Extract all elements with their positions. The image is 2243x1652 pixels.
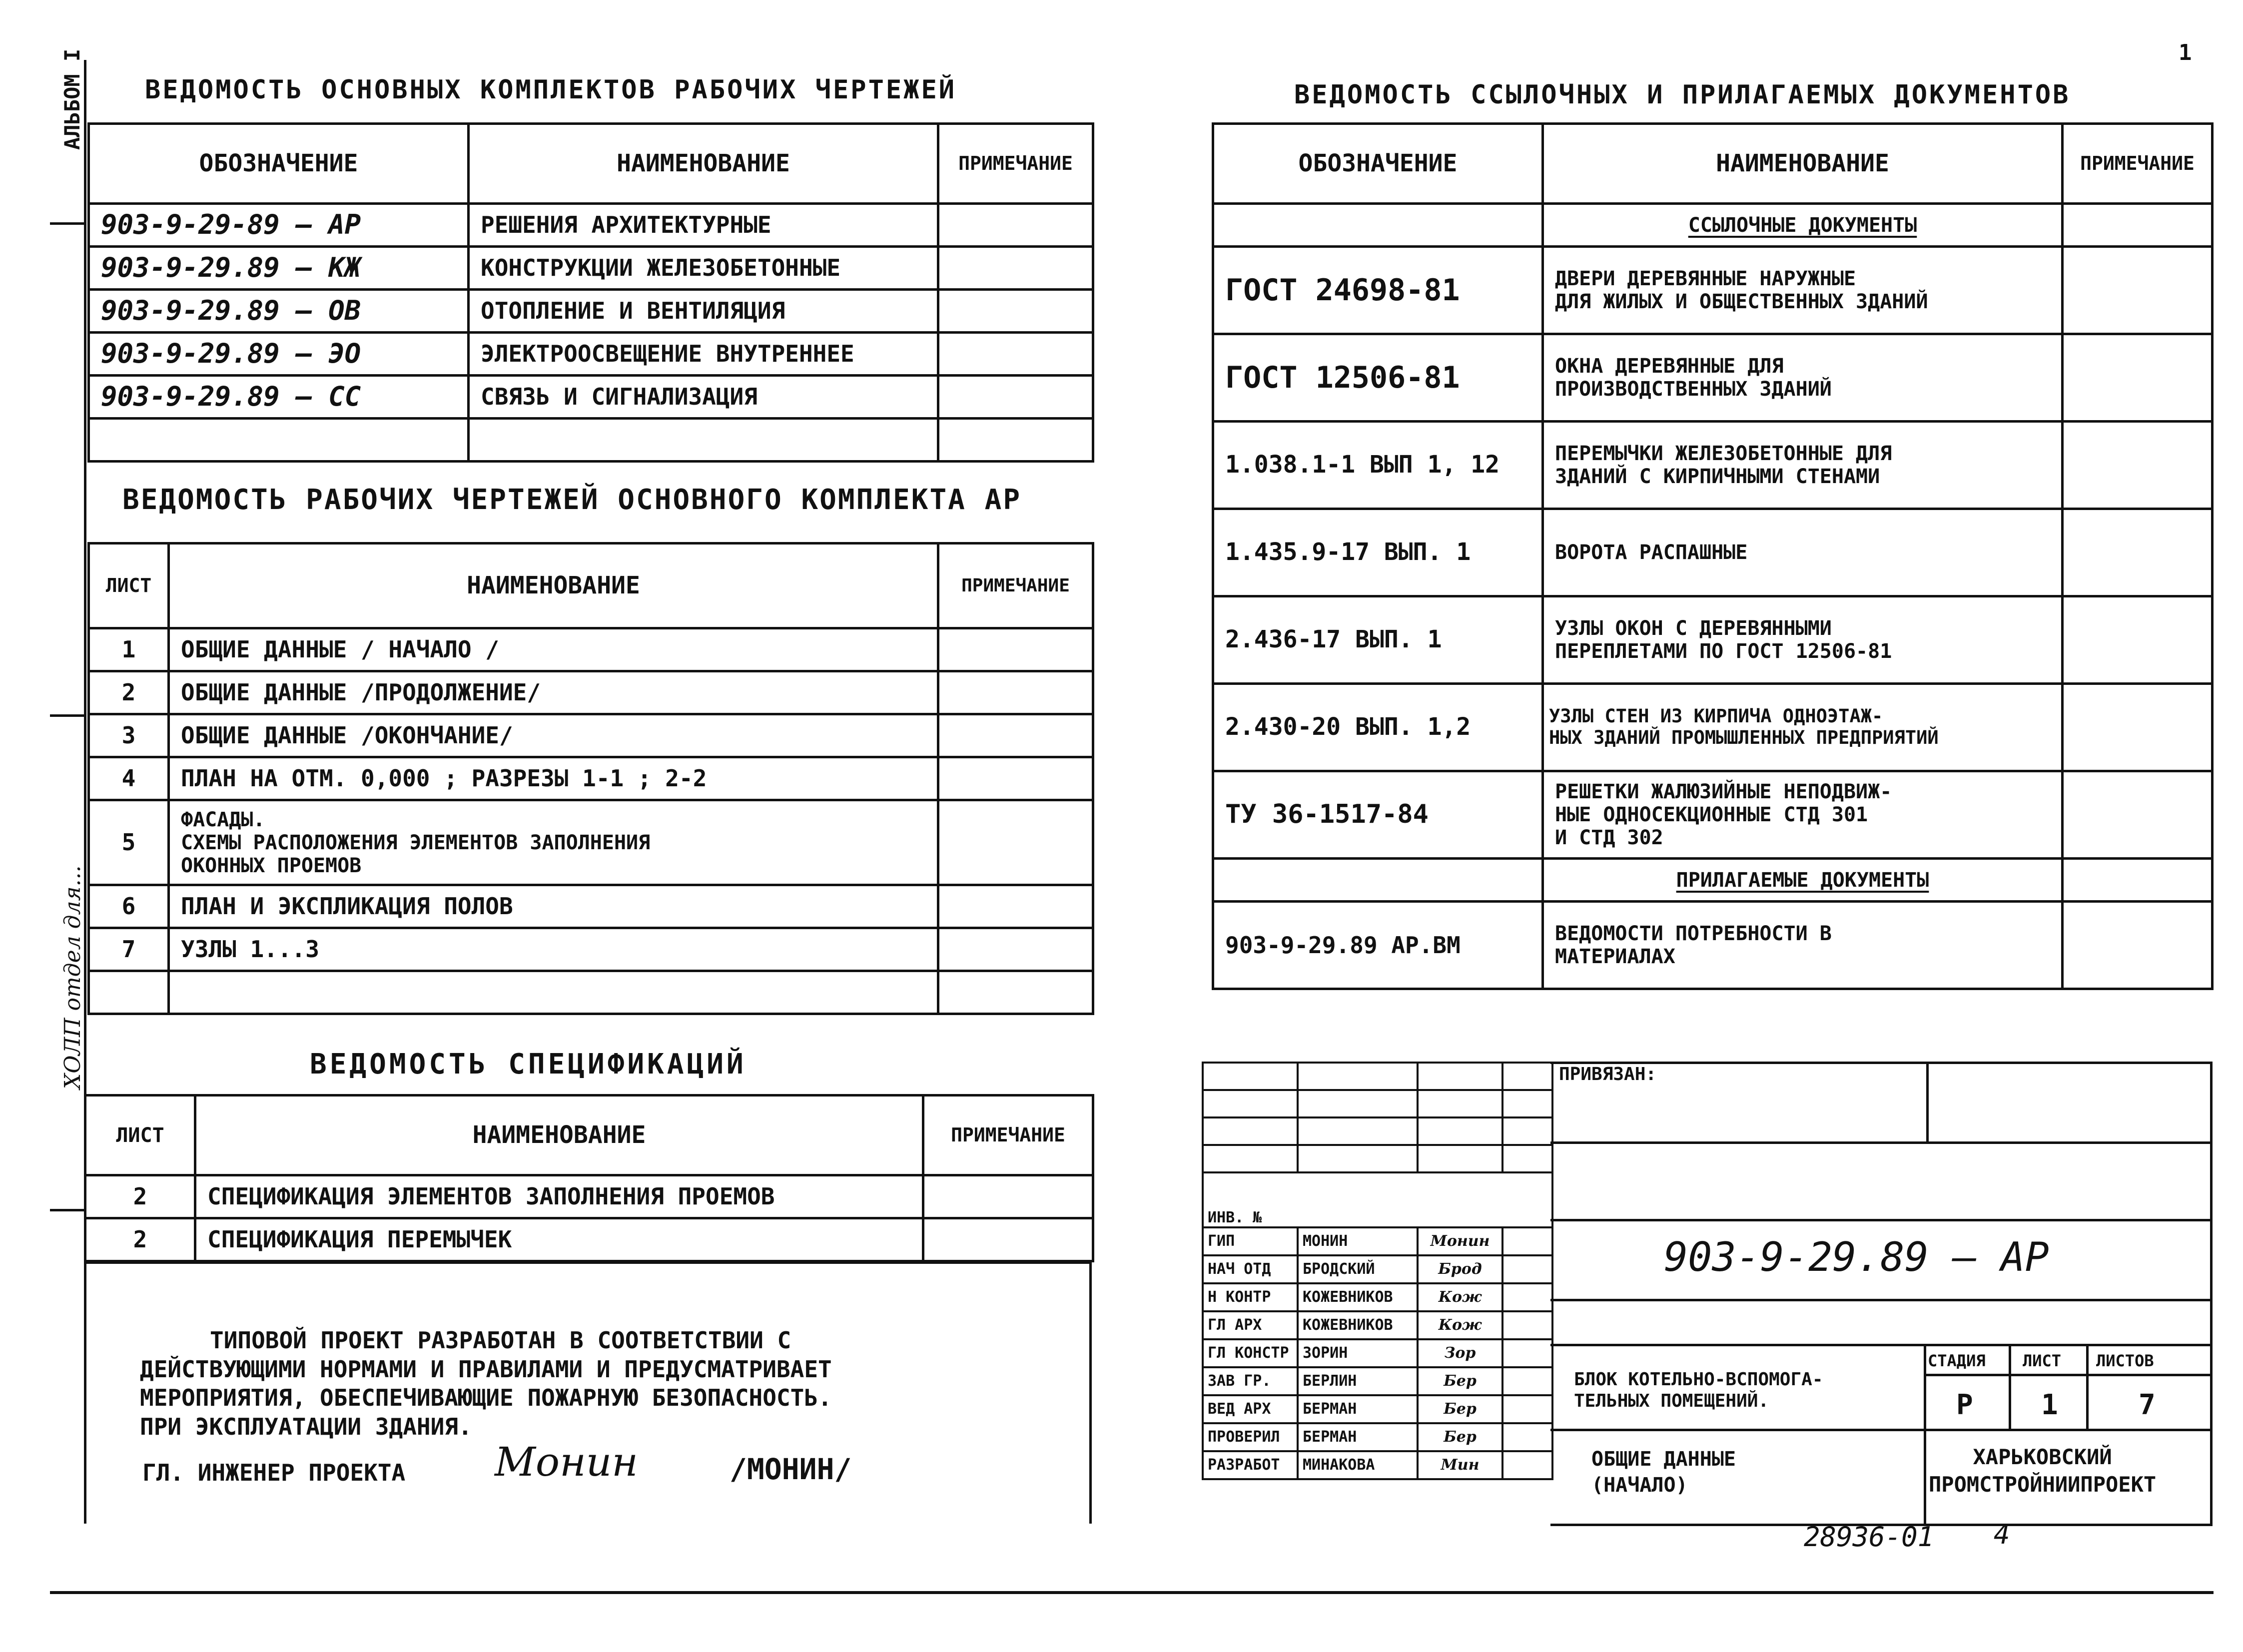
col-header-name: НАИМЕНОВАНИЕ [169,544,938,628]
empty-cell [1502,1063,1552,1090]
name-cell: ЭЛЕКТРООСВЕЩЕНИЕ ВНУТРЕННЕЕ [469,333,938,376]
note-cell [2063,334,2213,422]
signature-cell: Бер [1418,1395,1502,1423]
empty-cell [1203,1063,1298,1090]
table-row [1213,596,2213,684]
empty-cell [1298,1090,1418,1117]
designation-cell: ГОСТ 24698-81 [1213,247,1543,334]
note-cell [938,928,1093,971]
name-cell: ФАСАДЫ. СХЕМЫ РАСПОЛОЖЕНИЯ ЭЛЕМЕНТОВ ЗАПОЛНЕНИЯ ОКОННЫХ ПРОЕМОВ [169,800,938,885]
chief-engineer-name: /МОНИН/ [730,1452,852,1486]
refs-title: ВЕДОМОСТЬ ССЫЛОЧНЫХ И ПРИЛАГАЕМЫХ ДОКУМЕНТОВ [1294,80,2071,110]
stage-bottom-line [1550,1429,2210,1431]
empty-cell [1213,859,1543,902]
note-cell [2063,902,2213,989]
empty-cell [1418,1090,1502,1117]
name-cell: КОНСТРУКЦИИ ЖЕЛЕЗОБЕТОННЫЕ [469,247,938,290]
signature-row [1203,1227,1552,1255]
date-cell [1502,1395,1552,1423]
date-cell [1502,1311,1552,1339]
ar-sheets-title: ВЕДОМОСТЬ РАБОЧИХ ЧЕРТЕЖЕЙ ОСНОВНОГО КОМПЛЕКТА АР [122,484,1022,516]
col-header-name: НАИМЕНОВАНИЕ [195,1096,923,1175]
table-row [1213,771,2213,859]
name-cell: ОБЩИЕ ДАННЫЕ / НАЧАЛО / [169,628,938,671]
name-cell: ВОРОТА РАСПАШНЫЕ [1543,509,2063,596]
note-cell [938,628,1093,671]
name-cell: ОТОПЛЕНИЕ И ВЕНТИЛЯЦИЯ [469,290,938,333]
project-code: 903-9-29.89 — АР [1664,1234,2049,1280]
name-cell: ВЕДОМОСТИ ПОТРЕБНОСТИ В МАТЕРИАЛАХ [1543,902,2063,989]
tick-mark [50,1209,85,1211]
empty-cell [1298,1145,1418,1172]
person-cell: БЕРЛИН [1298,1367,1418,1395]
main-sets-table [87,122,1094,463]
name-cell: ОКНА ДЕРЕВЯННЫЕ ДЛЯ ПРОИЗВОДСТВЕННЫХ ЗДАНИЙ [1543,334,2063,422]
sheet-number-cell: 1 [89,628,169,671]
empty-cell [1298,1063,1418,1090]
page-number: 4 [1994,1519,2010,1550]
signature-row [1203,1339,1552,1367]
table-row [89,971,1093,1014]
note-cell [2063,596,2213,684]
col-header-sheet: ЛИСТ [89,544,169,628]
signature-row [1203,1451,1552,1479]
inventory-number: ИНВ. № [1203,1172,1552,1227]
table-row [89,247,1093,290]
bottom-border-line [50,1591,2214,1594]
section-row [1213,204,2213,247]
stage-header-line [1924,1374,2210,1376]
name-cell: СПЕЦИФИКАЦИЯ ЭЛЕМЕНТОВ ЗАПОЛНЕНИЯ ПРОЕМОВ [195,1175,923,1218]
signature-row [1203,1311,1552,1339]
table-row [1213,247,2213,334]
side-handwritten-note: ХОЛП отдел для... [60,865,85,1089]
sheets-label: ЛИСТОВ [2096,1351,2154,1370]
empty-cell [1502,1090,1552,1117]
role-cell: РАЗРАБОТ [1203,1451,1298,1479]
table-row [89,333,1093,376]
table-row [89,928,1093,971]
role-cell: ГИП [1203,1227,1298,1255]
sheet-number-cell: 6 [89,885,169,928]
name-cell: ПЕРЕМЫЧКИ ЖЕЛЕЗОБЕТОННЫЕ ДЛЯ ЗДАНИЙ С КИРПИЧНЫМИ СТЕНАМИ [1543,422,2063,509]
name-cell: РЕШЕНИЯ АРХИТЕКТУРНЫЕ [469,204,938,247]
empty-cell [1502,1117,1552,1145]
sheet-number-cell: 2 [89,671,169,714]
name-cell [169,971,938,1014]
signature-cell: Бер [1418,1367,1502,1395]
table-row [1213,334,2213,422]
signature-row [1203,1283,1552,1311]
note-cell [938,376,1093,419]
date-cell [1502,1227,1552,1255]
table-row [89,885,1093,928]
designation-cell: 2.436-17 ВЫП. 1 [1213,596,1543,684]
bound-col-line [1926,1062,1929,1144]
person-cell: БРОДСКИЙ [1298,1255,1418,1283]
left-border-line [84,60,86,1524]
empty-cell [1203,1117,1298,1145]
col-header-designation: ОБОЗНАЧЕНИЕ [1213,124,1543,204]
designation-cell: 903-9-29-89 — АР [89,204,469,247]
signature-row [1203,1367,1552,1395]
empty-cell [1213,204,1543,247]
signature-cell: Зор [1418,1339,1502,1367]
stage-label: СТАДИЯ [1928,1351,1986,1370]
bound-row-line [1550,1141,2210,1144]
note-cell [923,1218,1093,1261]
date-cell [1502,1339,1552,1367]
name-cell: УЗЛЫ СТЕН ИЗ КИРПИЧА ОДНОЭТАЖ- НЫХ ЗДАНИЙ ПРОМЫШЛЕННЫХ ПРЕДПРИЯТИЙ [1543,684,2063,771]
empty-cell [1502,1145,1552,1172]
note-cell [938,885,1093,928]
name-cell: ПЛАН И ЭКСПЛИКАЦИЯ ПОЛОВ [169,885,938,928]
specs-table [84,1094,1094,1262]
table-row [89,419,1093,462]
signature-row [1203,1255,1552,1283]
name-cell: РЕШЕТКИ ЖАЛЮЗИЙНЫЕ НЕПОДВИЖ- НЫЕ ОДНОСЕКЦИОННЫЕ СТД 301 И СТД 302 [1543,771,2063,859]
signature-cell: Монин [1418,1227,1502,1255]
sheet-number-cell: 5 [89,800,169,885]
project-note [140,1326,832,1441]
sheet-corner-number: 1 [2179,40,2192,65]
empty-cell [1203,1145,1298,1172]
archive-number: 28936-01 [1804,1521,1934,1553]
note-line: МЕРОПРИЯТИЯ, ОБЕСПЕЧИВАЮЩИЕ ПОЖАРНУЮ БЕЗОПАСНОСТЬ. [140,1384,832,1411]
table-row [1213,422,2213,509]
signature-row [1203,1423,1552,1451]
signature-cell: Мин [1418,1451,1502,1479]
object-row-top [1550,1344,2210,1346]
section-label-attached: ПРИЛАГАЕМЫЕ ДОКУМЕНТЫ [1543,859,2063,902]
designation-cell: ТУ 36-1517-84 [1213,771,1543,859]
name-cell: ДВЕРИ ДЕРЕВЯННЫЕ НАРУЖНЫЕ ДЛЯ ЖИЛЫХ И ОБЩЕСТВЕННЫХ ЗДАНИЙ [1543,247,2063,334]
role-cell: НАЧ ОТД [1203,1255,1298,1283]
tick-mark [50,714,85,717]
stage-col-line-2 [2086,1344,2089,1429]
note-cell [938,800,1093,885]
person-cell: КОЖЕВНИКОВ [1298,1311,1418,1339]
sheet-number-cell: 2 [85,1218,195,1261]
signature-cell: Брод [1418,1255,1502,1283]
code-row-bottom [1550,1299,2210,1301]
person-cell: ЗОРИН [1298,1339,1418,1367]
designation-cell: ГОСТ 12506-81 [1213,334,1543,422]
note-cell [938,204,1093,247]
specs-title: ВЕДОМОСТЬ СПЕЦИФИКАЦИЙ [310,1048,747,1081]
date-cell [1502,1367,1552,1395]
empty-cell [1298,1117,1418,1145]
album-label: АЛЬБОМ I [60,48,84,150]
signature-cell: Бер [1418,1423,1502,1451]
stage-col-line-1 [2009,1344,2011,1429]
col-header-note: ПРИМЕЧАНИЕ [923,1096,1093,1175]
bound-label: ПРИВЯЗАН: [1559,1064,1657,1085]
table-row [89,290,1093,333]
sheet-value: 1 [2041,1389,2058,1421]
empty-cell [1418,1145,1502,1172]
role-cell: ПРОВЕРИЛ [1203,1423,1298,1451]
table-row [1213,509,2213,596]
designation-cell: 903-9-29.89 — ЭО [89,333,469,376]
note-cell [938,757,1093,800]
name-cell: ОБЩИЕ ДАННЫЕ /ПРОДОЛЖЕНИЕ/ [169,671,938,714]
note-line: ТИПОВОЙ ПРОЕКТ РАЗРАБОТАН В СООТВЕТСТВИИ С [210,1327,791,1354]
note-cell [938,290,1093,333]
col-header-name: НАИМЕНОВАНИЕ [469,124,938,204]
organization-name: ХАРЬКОВСКИЙ ПРОМСТРОЙНИИПРОЕКТ [1929,1445,2157,1497]
table-row [85,1218,1093,1261]
sheet-label: ЛИСТ [2023,1351,2062,1370]
role-cell: Н КОНТР [1203,1283,1298,1311]
role-cell: ВЕД АРХ [1203,1395,1298,1423]
sheet-number-cell: 7 [89,928,169,971]
note-cell [2063,771,2213,859]
designation-cell [89,419,469,462]
designation-cell: 903-9-29.89 — ОВ [89,290,469,333]
person-cell: КОЖЕВНИКОВ [1298,1283,1418,1311]
note-cell [2063,684,2213,771]
table-row [89,800,1093,885]
role-cell: ЗАВ ГР. [1203,1367,1298,1395]
designation-cell: 1.038.1-1 ВЫП 1, 12 [1213,422,1543,509]
person-cell: МОНИН [1298,1227,1418,1255]
table-row [1213,684,2213,771]
col-header-designation: ОБОЗНАЧЕНИЕ [89,124,469,204]
note-cell [923,1175,1093,1218]
note-cell [2063,247,2213,334]
section-label-references: ССЫЛОЧНЫЕ ДОКУМЕНТЫ [1543,204,2063,247]
sheet-number-cell: 4 [89,757,169,800]
name-cell: ОБЩИЕ ДАННЫЕ /ОКОНЧАНИЕ/ [169,714,938,757]
specs-right-line [1089,1261,1092,1524]
chief-signature: Монин [495,1439,638,1485]
designation-cell: 2.430-20 ВЫП. 1,2 [1213,684,1543,771]
col-header-note: ПРИМЕЧАНИЕ [938,124,1093,204]
table-row [89,671,1093,714]
person-cell: БЕРМАН [1298,1423,1418,1451]
note-cell [2063,509,2213,596]
ar-sheets-table [87,542,1094,1015]
col-header-sheet: ЛИСТ [85,1096,195,1175]
date-cell [1502,1283,1552,1311]
empty-cell [1418,1117,1502,1145]
person-cell: БЕРМАН [1298,1395,1418,1423]
section-row [1213,859,2213,902]
designation-cell: 903-9-29.89 АР.ВМ [1213,902,1543,989]
refs-table [1212,122,2214,990]
empty-cell [1418,1063,1502,1090]
name-cell: СПЕЦИФИКАЦИЯ ПЕРЕМЫЧЕК [195,1218,923,1261]
col-header-note: ПРИМЕЧАНИЕ [938,544,1093,628]
main-sets-title: ВЕДОМОСТЬ ОСНОВНЫХ КОМПЛЕКТОВ РАБОЧИХ ЧЕРТЕЖЕЙ [145,75,957,105]
empty-cell [2063,204,2213,247]
date-cell [1502,1423,1552,1451]
person-cell: МИНАКОВА [1298,1451,1418,1479]
specs-bottom-line [84,1261,1092,1264]
note-cell [938,419,1093,462]
name-cell: УЗЛЫ ОКОН С ДЕРЕВЯННЫМИ ПЕРЕПЛЕТАМИ ПО ГОСТ 12506-81 [1543,596,2063,684]
date-cell [1502,1255,1552,1283]
sheet-number-cell: 3 [89,714,169,757]
tick-mark [50,222,85,225]
sheets-value: 7 [2139,1389,2156,1421]
sheet-title: ОБЩИЕ ДАННЫЕ (НАЧАЛО) [1591,1448,1736,1497]
sheet-number-cell: 2 [85,1175,195,1218]
stage-value: Р [1956,1389,1973,1421]
col-header-name: НАИМЕНОВАНИЕ [1543,124,2063,204]
name-cell [469,419,938,462]
table-row [85,1175,1093,1218]
note-cell [938,247,1093,290]
designation-cell: 903-9-29.89 — СС [89,376,469,419]
name-cell: УЗЛЫ 1...3 [169,928,938,971]
chief-engineer-label: ГЛ. ИНЖЕНЕР ПРОЕКТА [142,1459,406,1486]
signature-cell: Кож [1418,1283,1502,1311]
name-cell: ПЛАН НА ОТМ. 0,000 ; РАЗРЕЗЫ 1-1 ; 2-2 [169,757,938,800]
object-col-line [1924,1344,1926,1524]
table-row [1213,902,2213,989]
empty-cell [2063,859,2213,902]
code-row-top [1550,1219,2210,1221]
object-name: БЛОК КОТЕЛЬНО-ВСПОМОГА- ТЕЛЬНЫХ ПОМЕЩЕНИЙ. [1574,1369,1823,1412]
note-cell [2063,422,2213,509]
role-cell: ГЛ АРХ [1203,1311,1298,1339]
table-row [89,714,1093,757]
designation-cell: 1.435.9-17 ВЫП. 1 [1213,509,1543,596]
designation-cell: 903-9-29.89 — КЖ [89,247,469,290]
table-row [89,757,1093,800]
col-header-note: ПРИМЕЧАНИЕ [2063,124,2213,204]
role-cell: ГЛ КОНСТР [1203,1339,1298,1367]
table-row [89,204,1093,247]
note-cell [938,714,1093,757]
note-cell [938,671,1093,714]
note-cell [938,971,1093,1014]
signature-cell: Кож [1418,1311,1502,1339]
note-cell [938,333,1093,376]
empty-cell [1203,1090,1298,1117]
note-line: ДЕЙСТВУЮЩИМИ НОРМАМИ И ПРАВИЛАМИ И ПРЕДУСМАТРИВАЕТ [140,1355,832,1383]
sheet-number-cell [89,971,169,1014]
date-cell [1502,1451,1552,1479]
table-row [89,628,1093,671]
signature-row [1203,1395,1552,1423]
note-line: ПРИ ЭКСПЛУАТАЦИИ ЗДАНИЯ. [140,1413,472,1440]
name-cell: СВЯЗЬ И СИГНАЛИЗАЦИЯ [469,376,938,419]
table-row [89,376,1093,419]
signature-grid [1202,1062,1553,1480]
